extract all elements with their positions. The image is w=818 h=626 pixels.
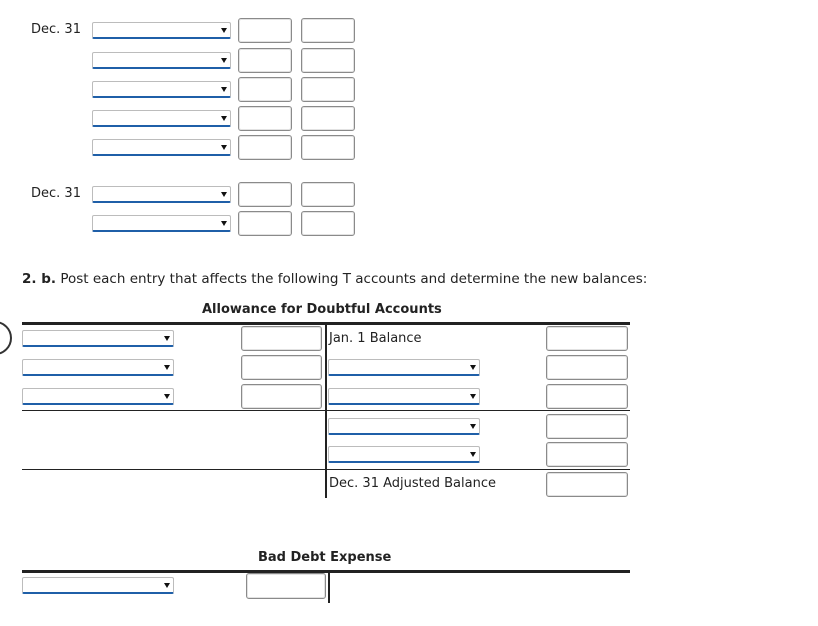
chevron-down-icon [470,424,476,429]
account-dropdown[interactable] [92,110,231,127]
debit-input[interactable] [238,48,292,73]
allowance-credit-account-dropdown-1[interactable] [328,359,480,376]
jan1-balance-input[interactable] [546,326,628,351]
chevron-down-icon [164,365,170,370]
debit-input[interactable] [238,135,292,160]
allowance-credit-account-dropdown-4[interactable] [328,446,480,463]
credit-input[interactable] [301,135,355,160]
allowance-debit-account-dropdown-3[interactable] [22,388,174,405]
instruction-body: Post each entry that affects the following T accounts and determine the new balances: [60,271,648,287]
credit-input[interactable] [301,182,355,207]
chevron-down-icon [221,58,227,63]
date-label-dec31-group1: Dec. 31 [31,22,81,37]
bad-debt-debit-amount[interactable] [246,573,326,599]
allowance-debit-account-dropdown-2[interactable] [22,359,174,376]
account-dropdown[interactable] [92,186,231,203]
chevron-down-icon [221,87,227,92]
date-label-dec31-group2: Dec. 31 [31,186,81,201]
debit-input[interactable] [238,18,292,43]
dec31-adjusted-balance-input[interactable] [546,472,628,497]
account-dropdown[interactable] [92,139,231,156]
bad-debt-title: Bad Debt Expense [258,550,392,565]
chevron-down-icon [164,394,170,399]
bad-debt-top-line [22,570,630,573]
allowance-credit-amount-1[interactable] [546,355,628,380]
chevron-down-icon [470,394,476,399]
chevron-down-icon [470,452,476,457]
credit-input[interactable] [301,48,355,73]
chevron-down-icon [470,365,476,370]
allowance-bottom-line [22,469,630,470]
allowance-credit-account-dropdown-2[interactable] [328,388,480,405]
allowance-credit-amount-2[interactable] [546,384,628,409]
chevron-down-icon [221,192,227,197]
account-dropdown[interactable] [92,215,231,232]
allowance-divider [325,324,327,498]
credit-input[interactable] [301,77,355,102]
chevron-down-icon [221,116,227,121]
edge-circle-decoration [0,321,12,355]
chevron-down-icon [164,583,170,588]
instruction-text [22,271,647,287]
chevron-down-icon [221,145,227,150]
allowance-credit-amount-4[interactable] [546,442,628,467]
debit-input[interactable] [238,106,292,131]
allowance-debit-account-dropdown-1[interactable] [22,330,174,347]
account-dropdown[interactable] [92,81,231,98]
allowance-mid-line [22,410,630,411]
bad-debt-divider [328,572,330,603]
allowance-debit-amount-2[interactable] [241,355,322,380]
credit-input[interactable] [301,18,355,43]
allowance-debit-amount-3[interactable] [241,384,322,409]
debit-input[interactable] [238,77,292,102]
instruction-number: 2. b. [22,271,57,287]
dec31-adjusted-balance-label: Dec. 31 Adjusted Balance [329,476,496,491]
credit-input[interactable] [301,106,355,131]
jan1-balance-label: Jan. 1 Balance [329,331,422,346]
allowance-credit-amount-3[interactable] [546,414,628,439]
account-dropdown[interactable] [92,52,231,69]
debit-input[interactable] [238,211,292,236]
debit-input[interactable] [238,182,292,207]
chevron-down-icon [164,336,170,341]
allowance-title: Allowance for Doubtful Accounts [202,302,442,317]
bad-debt-debit-account-dropdown[interactable] [22,577,174,594]
credit-input[interactable] [301,211,355,236]
chevron-down-icon [221,221,227,226]
chevron-down-icon [221,28,227,33]
allowance-debit-amount-1[interactable] [241,326,322,351]
account-dropdown[interactable] [92,22,231,39]
allowance-credit-account-dropdown-3[interactable] [328,418,480,435]
